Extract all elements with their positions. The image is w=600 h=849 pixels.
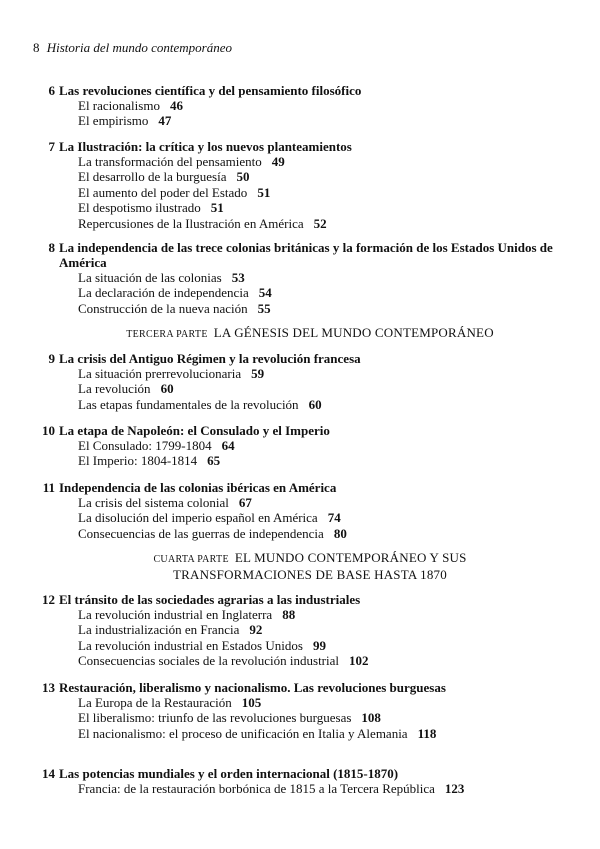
chapter-number: 6 xyxy=(48,83,55,98)
chapter-number: 10 xyxy=(42,423,55,438)
part-title: EL MUNDO CONTEMPORÁNEO Y SUS xyxy=(234,550,467,565)
toc-entry: El empirismo 47 xyxy=(78,113,172,129)
toc-entry: La transformación del pensamiento 49 xyxy=(78,154,285,169)
page-ref: 47 xyxy=(158,113,172,129)
page-ref: 54 xyxy=(258,285,272,301)
page-ref: 88 xyxy=(282,607,296,622)
chapter-number: 14 xyxy=(42,766,55,781)
toc-entry: Construcción de la nueva nación 55 xyxy=(78,300,271,316)
chapter-number: 7 xyxy=(48,139,55,154)
chapter-number: 8 xyxy=(48,240,55,255)
chapter-title: Restauración, liberalismo y nacionalismo. Las revoluciones burguesas xyxy=(59,680,446,695)
chapter-11 xyxy=(37,480,577,541)
page-ref: 74 xyxy=(327,510,341,526)
page-ref: 59 xyxy=(251,366,265,381)
page-ref: 108 xyxy=(361,710,381,726)
part-title-line2: TRANSFORMACIONES DE BASE HASTA 1870 xyxy=(173,567,447,582)
toc-entry: La crisis del sistema colonial 67 xyxy=(78,495,252,510)
part-title: LA GÉNESIS DEL MUNDO CONTEMPORÁNEO xyxy=(213,325,494,340)
page-ref: 60 xyxy=(160,381,174,397)
toc-entry: La industrialización en Francia 92 xyxy=(78,622,263,638)
toc-entry: El Consulado: 1799-1804 64 xyxy=(78,438,235,453)
chapter-title: La Ilustración: la crítica y los nuevos planteamientos xyxy=(59,139,352,154)
chapter-9 xyxy=(37,351,577,412)
toc-entry: La revolución industrial en Estados Unidos 99 xyxy=(78,637,326,653)
toc-entry: La revolución industrial en Inglaterra 88 xyxy=(78,607,296,622)
toc-entry: La situación de las colonias 53 xyxy=(78,270,245,285)
book-title: Historia del mundo contemporáneo xyxy=(46,40,232,55)
chapter-10 xyxy=(37,423,577,469)
page-ref: 99 xyxy=(312,637,326,653)
toc-entry: La situación prerrevolucionaria 59 xyxy=(78,366,265,381)
chapter-13 xyxy=(37,680,577,741)
chapter-6 xyxy=(37,83,577,129)
page-ref: 80 xyxy=(333,525,347,541)
toc-entry: La disolución del imperio español en América 74 xyxy=(78,510,341,526)
page-ref: 118 xyxy=(417,725,437,741)
toc-entry: El despotismo ilustrado 51 xyxy=(78,200,224,216)
page-ref: 64 xyxy=(221,438,235,453)
toc-entry: El nacionalismo: el proceso de unificación en Italia y Alemania 118 xyxy=(78,725,437,741)
part-label: TERCERA PARTE xyxy=(126,329,208,340)
toc-entry: El desarrollo de la burguesía 50 xyxy=(78,169,250,185)
chapter-number: 12 xyxy=(42,592,55,607)
page-ref: 102 xyxy=(349,653,369,669)
chapter-title: El tránsito de las sociedades agrarias a las industriales xyxy=(59,592,361,607)
page-ref: 67 xyxy=(238,495,252,510)
chapter-14 xyxy=(37,766,577,796)
toc-entry: El liberalismo: triunfo de las revoluciones burguesas 108 xyxy=(78,710,381,726)
chapter-7 xyxy=(37,139,577,231)
page-number: 8 xyxy=(33,40,40,55)
page-ref: 50 xyxy=(236,169,250,185)
chapter-title: Las revoluciones científica y del pensamiento filosófico xyxy=(59,83,362,98)
chapter-8 xyxy=(37,240,577,316)
toc-entry: Francia: de la restauración borbónica de 1815 a la Tercera República 123 xyxy=(78,781,465,796)
toc-entry: La declaración de independencia 54 xyxy=(78,285,272,301)
toc-entry: El racionalismo 46 xyxy=(78,98,183,113)
part-label: CUARTA PARTE xyxy=(153,554,229,565)
page-ref: 60 xyxy=(308,396,322,412)
chapter-title: Independencia de las colonias ibéricas en América xyxy=(59,480,337,495)
chapter-title: La independencia de las trece colonias británicas y la formación de los Estados Unidos de América xyxy=(59,240,553,270)
toc-entry: Las etapas fundamentales de la revolución 60 xyxy=(78,396,322,412)
page-ref: 65 xyxy=(207,453,221,469)
toc-entry: La Europa de la Restauración 105 xyxy=(78,695,262,710)
toc-entry: La revolución 60 xyxy=(78,381,174,397)
page-ref: 123 xyxy=(444,781,465,796)
page-ref: 52 xyxy=(313,215,327,231)
toc-entry: El Imperio: 1804-1814 65 xyxy=(78,453,221,469)
toc-entry: Consecuencias sociales de la revolución industrial 102 xyxy=(78,653,369,669)
page-ref: 92 xyxy=(249,622,263,638)
page-ref: 46 xyxy=(169,98,183,113)
toc-entry: Repercusiones de la Ilustración en América 52 xyxy=(78,215,327,231)
chapter-title: La etapa de Napoleón: el Consulado y el Imperio xyxy=(59,423,330,438)
running-head xyxy=(33,40,232,56)
toc-entry: El aumento del poder del Estado 51 xyxy=(78,184,271,200)
page-ref: 49 xyxy=(271,154,285,169)
chapter-12 xyxy=(37,592,577,669)
chapter-title: La crisis del Antiguo Régimen y la revolución francesa xyxy=(59,351,361,366)
chapter-number: 9 xyxy=(48,351,55,366)
part-heading xyxy=(60,325,560,342)
page-ref: 53 xyxy=(231,270,245,285)
page-ref: 51 xyxy=(257,184,271,200)
part-heading xyxy=(60,550,560,582)
page-ref: 105 xyxy=(241,695,262,710)
page-ref: 51 xyxy=(210,200,224,216)
toc-entry: Consecuencias de las guerras de independencia 80 xyxy=(78,525,347,541)
chapter-title: Las potencias mundiales y el orden internacional (1815-1870) xyxy=(59,766,399,781)
chapter-number: 13 xyxy=(42,680,55,695)
page-ref: 55 xyxy=(257,300,271,316)
chapter-number: 11 xyxy=(42,480,55,495)
